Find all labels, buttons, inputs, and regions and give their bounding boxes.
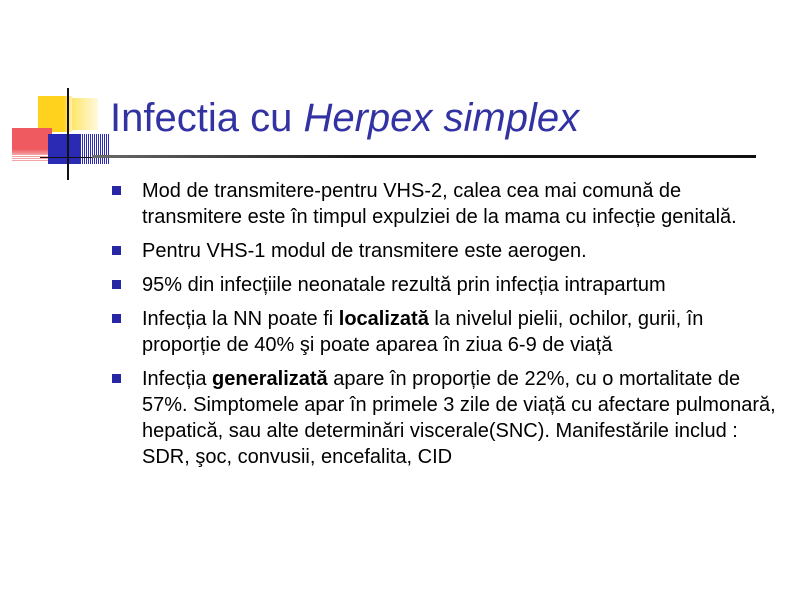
- logo-yellow-square: [38, 96, 64, 132]
- logo-blue-stripes: [80, 134, 110, 164]
- logo-red-stripes: [12, 154, 52, 162]
- bullet-text: Infecția: [142, 368, 213, 390]
- bullet-item: [110, 178, 780, 230]
- logo-vertical-line: [67, 88, 69, 180]
- bullet-emphasis-text: generalizată: [212, 368, 328, 390]
- bullet-square-icon: [112, 246, 121, 255]
- bullet-square-icon: [112, 280, 121, 289]
- bullet-square-icon: [112, 374, 121, 383]
- bullet-item: [110, 238, 780, 264]
- bullet-text: Pentru VHS-1 modul de transmitere este aerogen.: [142, 240, 587, 262]
- decorative-squares-logo: [0, 0, 120, 190]
- slide-title: [110, 90, 579, 146]
- bullet-list: [110, 178, 780, 478]
- logo-yellow-square-right: [72, 98, 98, 130]
- bullet-text: Infecția la NN poate fi: [142, 308, 339, 330]
- title-plain: Infectia cu: [110, 96, 304, 140]
- logo-horizontal-line: [40, 157, 92, 158]
- title-italic: Herpex simplex: [303, 96, 580, 140]
- bullet-item: [110, 366, 780, 470]
- bullet-text: 95% din infecțiile neonatale rezultă prin infecția intrapartum: [142, 274, 666, 296]
- title-underline: [92, 155, 756, 158]
- logo-blue-square: [48, 134, 80, 164]
- bullet-square-icon: [112, 186, 121, 195]
- bullet-text: apare în proporție de 22%, cu o mortalitate de 57%. Simptomele apar în primele 3 zile de viață cu afectare pulmonară, hepatică, sau alte determinări viscerale(SNC). Manifestările includ : SDR, şoc, convusii, encefalita, CID: [142, 368, 776, 468]
- bullet-text: Mod de transmitere-pentru VHS-2, calea cea mai comună de transmitere este în timpul expulziei de la mama cu infecție genitală.: [142, 180, 737, 228]
- bullet-item: [110, 272, 780, 298]
- bullet-item: [110, 306, 780, 358]
- bullet-square-icon: [112, 314, 121, 323]
- bullet-text: la nivelul pielii, ochilor, gurii, în proporție de 40% şi poate aparea în ziua 6-9 de viață: [142, 308, 704, 356]
- bullet-emphasis-text: localizată: [338, 308, 429, 330]
